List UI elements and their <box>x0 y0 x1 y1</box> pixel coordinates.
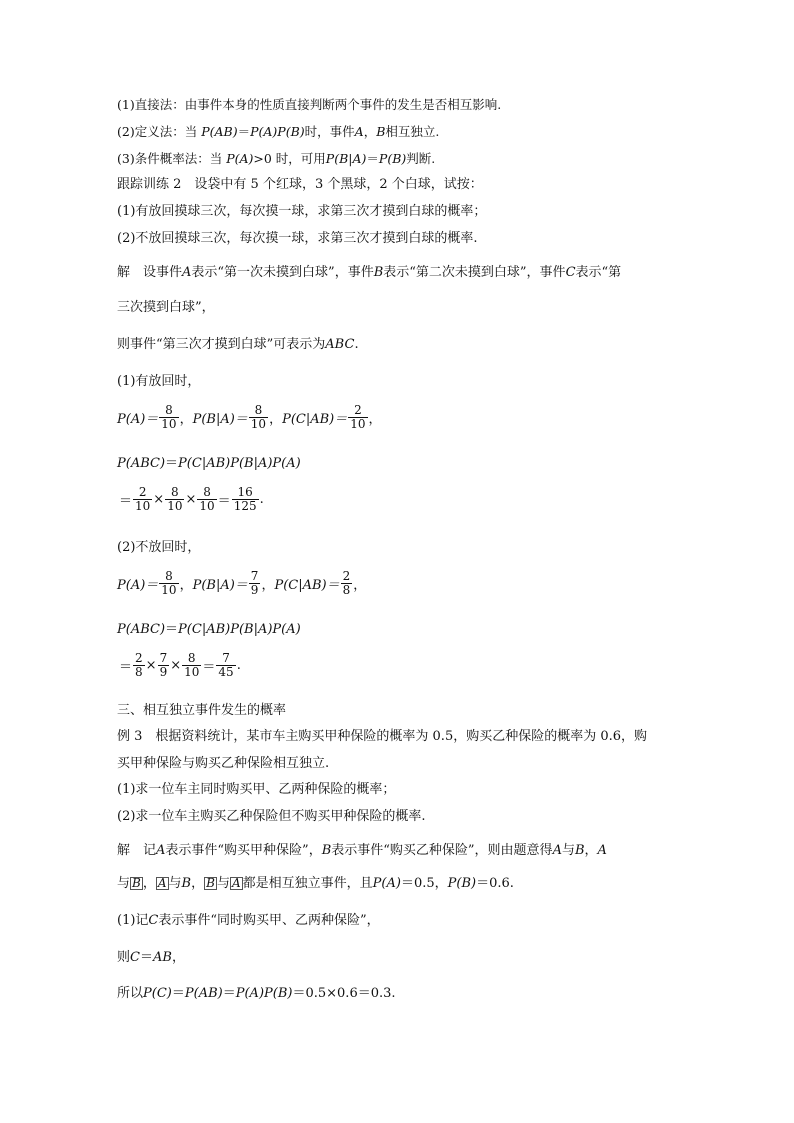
math: P(ABC) <box>117 456 166 471</box>
example-3-event-c <box>117 950 185 966</box>
case-2-result <box>119 652 241 679</box>
fraction: $\frac{8}{10}$ <box>199 485 215 513</box>
math: B <box>376 124 386 139</box>
case-1-result <box>119 486 264 513</box>
fraction: $\frac{2}{8}$ <box>342 569 351 597</box>
example-3-part-1-solution <box>117 913 380 929</box>
complement-symbol: A <box>231 876 241 890</box>
math: P(C|AB)P(B|A)P(A) <box>178 456 301 471</box>
case-1-title <box>117 374 200 390</box>
math: AB <box>152 950 172 965</box>
example-3-part-1 <box>117 782 395 798</box>
text: 相互独立. <box>385 124 440 139</box>
text: 表示事件“购买甲种保险”， <box>165 843 322 858</box>
text: (1)直接法：由事件本身的性质直接判断两个事件的发生是否相互影响. <box>117 97 502 112</box>
math: P(C|AB)＝ <box>282 412 348 427</box>
text: ， <box>261 578 275 593</box>
case-2-product-rule <box>117 622 301 638</box>
text: 判断. <box>406 151 436 166</box>
math: P(B) <box>378 151 407 166</box>
math: A <box>552 843 562 858</box>
text: ＝ <box>366 151 379 166</box>
text: 则事件“第三次才摸到白球”可表示为 <box>117 337 326 352</box>
fraction: $\frac{8}{10}$ <box>161 403 177 431</box>
text: . <box>354 337 359 352</box>
text: ， <box>179 412 193 427</box>
math: C <box>148 913 159 928</box>
math: P(B|A)＝ <box>192 578 248 593</box>
case-1-probabilities <box>117 404 382 431</box>
text: 三次摸到白球”， <box>117 300 215 315</box>
text: . <box>236 658 241 673</box>
example-3-independence <box>117 876 514 892</box>
math: B <box>181 876 192 891</box>
text: ＝ <box>171 986 185 1001</box>
math: P(B|A)＝ <box>192 412 248 427</box>
text: ， <box>368 412 382 427</box>
fraction: $\frac{8}{10}$ <box>167 485 183 513</box>
math: P(ABC) <box>117 622 166 637</box>
text: × <box>185 492 197 507</box>
fraction: $\frac{7}{9}$ <box>250 569 259 597</box>
example-3-part-2 <box>117 809 426 825</box>
text: 所以 <box>117 986 144 1001</box>
text: ＝ <box>119 660 133 675</box>
text: 表示“第一次未摸到白球”，事件 <box>191 265 374 280</box>
text: ＝ <box>217 494 231 509</box>
complement-symbol: B <box>206 876 215 890</box>
text: 与 <box>117 876 131 891</box>
text: ＝ <box>165 456 179 471</box>
fraction: $\frac{2}{10}$ <box>350 403 366 431</box>
math: P(A) <box>226 151 254 166</box>
text: 解 设事件 <box>117 265 183 280</box>
exercise-part-2 <box>117 231 478 247</box>
math: ABC <box>325 337 355 352</box>
math: P(AB) <box>201 124 238 139</box>
math: B <box>373 265 384 280</box>
section-heading <box>117 703 286 719</box>
text: ， <box>363 124 377 139</box>
text: ， <box>353 578 367 593</box>
text: × <box>145 658 157 673</box>
text: (2)不放回时， <box>117 540 201 555</box>
math: P(A)＝ <box>117 412 159 427</box>
text: ， <box>191 876 205 891</box>
fraction: $\frac{16}{125}$ <box>233 485 257 513</box>
text: >0 时，可用 <box>253 151 326 166</box>
math: A <box>182 265 192 280</box>
text: ＝ <box>202 660 216 675</box>
complement-symbol: B <box>132 876 141 890</box>
text: 例 3 根据资料统计，某市车主购买甲种保险的概率为 0.5，购买乙种保险的概率为 0.6，购 <box>117 729 648 744</box>
math: P(A)＝ <box>117 578 159 593</box>
math: P(A)P(B) <box>235 986 293 1001</box>
text: 与 <box>168 876 182 891</box>
text: ， <box>269 412 283 427</box>
text: ＝0.6. <box>476 876 514 891</box>
text: . <box>259 492 264 507</box>
example-3-line-1 <box>117 729 647 745</box>
solution-intro-cont <box>117 300 215 316</box>
fraction: $\frac{8}{10}$ <box>250 403 267 431</box>
math: P(AB) <box>184 986 223 1001</box>
math: C <box>130 950 140 965</box>
text: (2)不放回摸球三次，每次摸一球，求第三次才摸到白球的概率. <box>117 231 478 246</box>
text: ＝ <box>222 986 236 1001</box>
math: P(C|AB)P(B|A)P(A) <box>178 622 301 637</box>
text: (1)有放回时， <box>117 374 201 389</box>
method-conditional <box>117 151 435 167</box>
text: ＝ <box>165 622 179 637</box>
text: 则 <box>117 950 131 965</box>
math: A <box>156 843 166 858</box>
math: A <box>354 124 364 139</box>
example-3-line-2 <box>117 756 329 772</box>
text: 表示事件“购买乙种保险”，则由题意得 <box>331 843 553 858</box>
text: × <box>153 492 165 507</box>
math: P(B|A) <box>325 151 367 166</box>
math: P(A) <box>372 876 401 891</box>
text: (1)记 <box>117 913 149 928</box>
text: ， <box>142 876 156 891</box>
fraction: $\frac{7}{9}$ <box>159 651 168 679</box>
text: 都是相互独立事件，且 <box>242 876 373 891</box>
math: P(C|AB)＝ <box>274 578 340 593</box>
text: 三、相互独立事件发生的概率 <box>117 703 287 718</box>
fraction: $\frac{8}{10}$ <box>161 569 177 597</box>
text: 时，事件 <box>304 124 355 139</box>
text: 买甲种保险与购买乙种保险相互独立. <box>117 756 330 771</box>
math: B <box>321 843 332 858</box>
case-1-product-rule <box>117 456 301 472</box>
text: ＝ <box>119 494 133 509</box>
text: (2)求一位车主购买乙种保险但不购买甲种保险的概率. <box>117 809 426 824</box>
case-2-probabilities <box>117 570 366 597</box>
text: 表示“第 <box>575 265 622 280</box>
exercise-title <box>117 177 483 193</box>
math: B <box>574 843 585 858</box>
example-3-solution <box>117 843 607 859</box>
text: ＝0.5×0.6＝0.3. <box>292 986 396 1001</box>
case-2-title <box>117 540 200 556</box>
math: P(C) <box>143 986 172 1001</box>
text: (1)有放回摸球三次，每次摸一球，求第三次才摸到白球的概率； <box>117 204 487 219</box>
exercise-part-1 <box>117 204 486 220</box>
text: (1)求一位车主同时购买甲、乙两种保险的概率； <box>117 782 396 797</box>
fraction: $\frac{2}{10}$ <box>135 485 151 513</box>
text: 表示事件“同时购买甲、乙两种保险”， <box>158 913 380 928</box>
math: A <box>597 843 607 858</box>
text: 跟踪训练 2 设袋中有 5 个红球，3 个黑球，2 个白球，试按： <box>117 177 483 192</box>
text: ＝0.5， <box>400 876 448 891</box>
text: 解 记 <box>117 843 157 858</box>
fraction: $\frac{2}{8}$ <box>135 651 143 679</box>
example-3-answer <box>117 986 396 1002</box>
method-direct <box>117 97 501 113</box>
text: 与 <box>561 843 575 858</box>
text: ， <box>584 843 598 858</box>
text: ， <box>179 578 193 593</box>
fraction: $\frac{7}{45}$ <box>218 651 234 679</box>
method-definition <box>117 124 439 140</box>
text: 表示“第二次未摸到白球”，事件 <box>383 265 566 280</box>
text: ＝ <box>237 124 251 139</box>
math: C <box>565 265 576 280</box>
complement-symbol: A <box>157 876 167 890</box>
solution-event <box>117 337 359 353</box>
text: × <box>170 658 182 673</box>
text: 与 <box>216 876 230 891</box>
fraction: $\frac{8}{10}$ <box>184 651 200 679</box>
solution-intro <box>117 265 621 281</box>
text: ＝ <box>139 950 153 965</box>
math: P(A)P(B) <box>250 124 305 139</box>
text: (3)条件概率法：当 <box>117 151 227 166</box>
text: ， <box>171 950 185 965</box>
text: (2)定义法：当 <box>117 124 202 139</box>
math: P(B) <box>447 876 477 891</box>
